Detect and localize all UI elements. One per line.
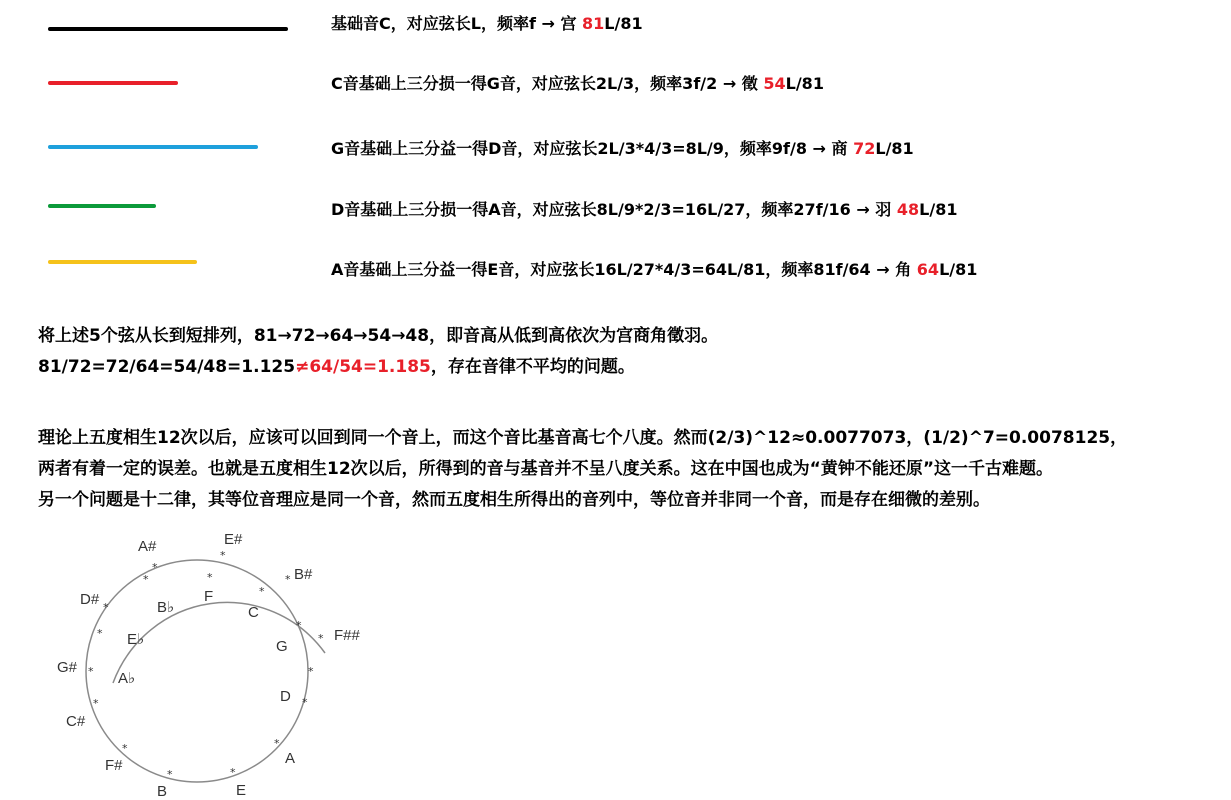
row-description <box>331 200 957 220</box>
paragraph-line: 另一个问题是十二律，其等位音理应是同一个音，然而五度相生所得出的音列中，等位音并非同一个音，而是存在细微的差别。 <box>38 490 990 510</box>
row-highlight: 48 <box>896 200 920 219</box>
row-description <box>331 260 977 280</box>
ratio-text: 81/72=72/64=54/48=1.125 <box>38 357 296 377</box>
tick-mark: * <box>308 665 314 678</box>
row-text: 基础音C，对应弦长L，频率f → 宫 <box>331 14 583 33</box>
note-label: F <box>204 588 214 605</box>
note-label: F## <box>334 627 360 644</box>
note-label: D# <box>80 591 100 608</box>
note-label: A <box>285 750 296 767</box>
note-label: A# <box>138 538 157 555</box>
row-text: C音基础上三分损一得G音，对应弦长2L/3，频率3f/2 → 徵 <box>331 74 764 93</box>
ratio-highlight: ≠64/54=1.185 <box>295 357 431 377</box>
row-text: D音基础上三分损一得A音，对应弦长8L/9*2/3=16L/27，频率27f/16 → 羽 <box>331 200 897 219</box>
tick-mark: * <box>259 585 265 598</box>
black-line <box>48 27 288 31</box>
note-label: F# <box>105 757 123 774</box>
row-description <box>331 14 643 34</box>
tick-mark: * <box>296 619 302 632</box>
tick-mark: * <box>88 665 94 678</box>
tick-mark: * <box>152 561 158 574</box>
note-label: B# <box>294 566 313 583</box>
note-label: C <box>248 604 259 621</box>
yellow-line <box>48 260 197 264</box>
ratio-text-after: ，存在音律不平均的问题。 <box>430 357 635 377</box>
tick-mark: * <box>302 696 308 709</box>
row-text: G音基础上三分益一得D音，对应弦长2L/3*4/3=8L/9，频率9f/8 → 商 <box>331 139 854 158</box>
blue-line <box>48 145 258 149</box>
paragraph-ordering <box>38 321 718 383</box>
note-label: E# <box>224 531 243 548</box>
inner-labels <box>57 588 295 800</box>
note-label: A♭ <box>118 670 136 687</box>
row-text-after: L/81 <box>785 74 824 93</box>
tick-mark: * <box>103 601 109 614</box>
green-line <box>48 204 156 208</box>
note-label: B♭ <box>157 599 175 616</box>
tick-mark: * <box>230 766 236 779</box>
row-description <box>331 139 914 159</box>
row-highlight: 64 <box>916 260 940 279</box>
note-label: G# <box>57 659 78 676</box>
tick-mark: * <box>274 737 280 750</box>
paragraph-line: 将上述5个弦从长到短排列，81→72→64→54→48，即音高从低到高依次为宫商角徵羽。 <box>38 326 719 346</box>
row-text-after: L/81 <box>875 139 914 158</box>
note-label: C# <box>66 713 86 730</box>
note-label: E♭ <box>127 631 145 648</box>
outer-labels <box>80 531 361 644</box>
tick-mark: * <box>97 627 103 640</box>
tick-mark: * <box>285 573 291 586</box>
paragraph-theory <box>38 423 1127 516</box>
note-label: D <box>280 688 291 705</box>
red-line <box>48 81 178 85</box>
row-text: A音基础上三分益一得E音，对应弦长16L/27*4/3=64L/81，频率81f/64 → 角 <box>331 260 917 279</box>
row-description <box>331 74 824 94</box>
tick-mark: * <box>143 573 149 586</box>
row-highlight: 72 <box>853 139 876 158</box>
note-label: B <box>157 783 168 800</box>
note-label: G <box>276 638 288 655</box>
tick-mark: * <box>220 549 226 562</box>
row-text-after: L/81 <box>939 260 978 279</box>
paragraph-line <box>38 352 718 383</box>
tick-mark: * <box>207 571 213 584</box>
row-text-after: L/81 <box>919 200 958 219</box>
circle-of-fifths-diagram <box>40 525 380 800</box>
paragraph-line: 理论上五度相生12次以后，应该可以回到同一个音上，而这个音比基音高七个八度。然而(2/3)^12≈0.0077073，(1/2)^7=0.0078125， <box>38 428 1128 448</box>
paragraph-line: 两者有着一定的误差。也就是五度相生12次以后，所得到的音与基音并不呈八度关系。这在中国也成为“黄钟不能还原”这一千古难题。 <box>38 459 1054 479</box>
row-highlight: 54 <box>763 74 786 93</box>
row-text-after: L/81 <box>604 14 643 33</box>
tick-mark: * <box>122 742 128 755</box>
row-highlight: 81 <box>582 14 605 33</box>
tick-mark: * <box>167 768 173 781</box>
note-label: E <box>236 782 247 799</box>
tick-mark: * <box>318 632 324 645</box>
tick-mark: * <box>93 697 99 710</box>
